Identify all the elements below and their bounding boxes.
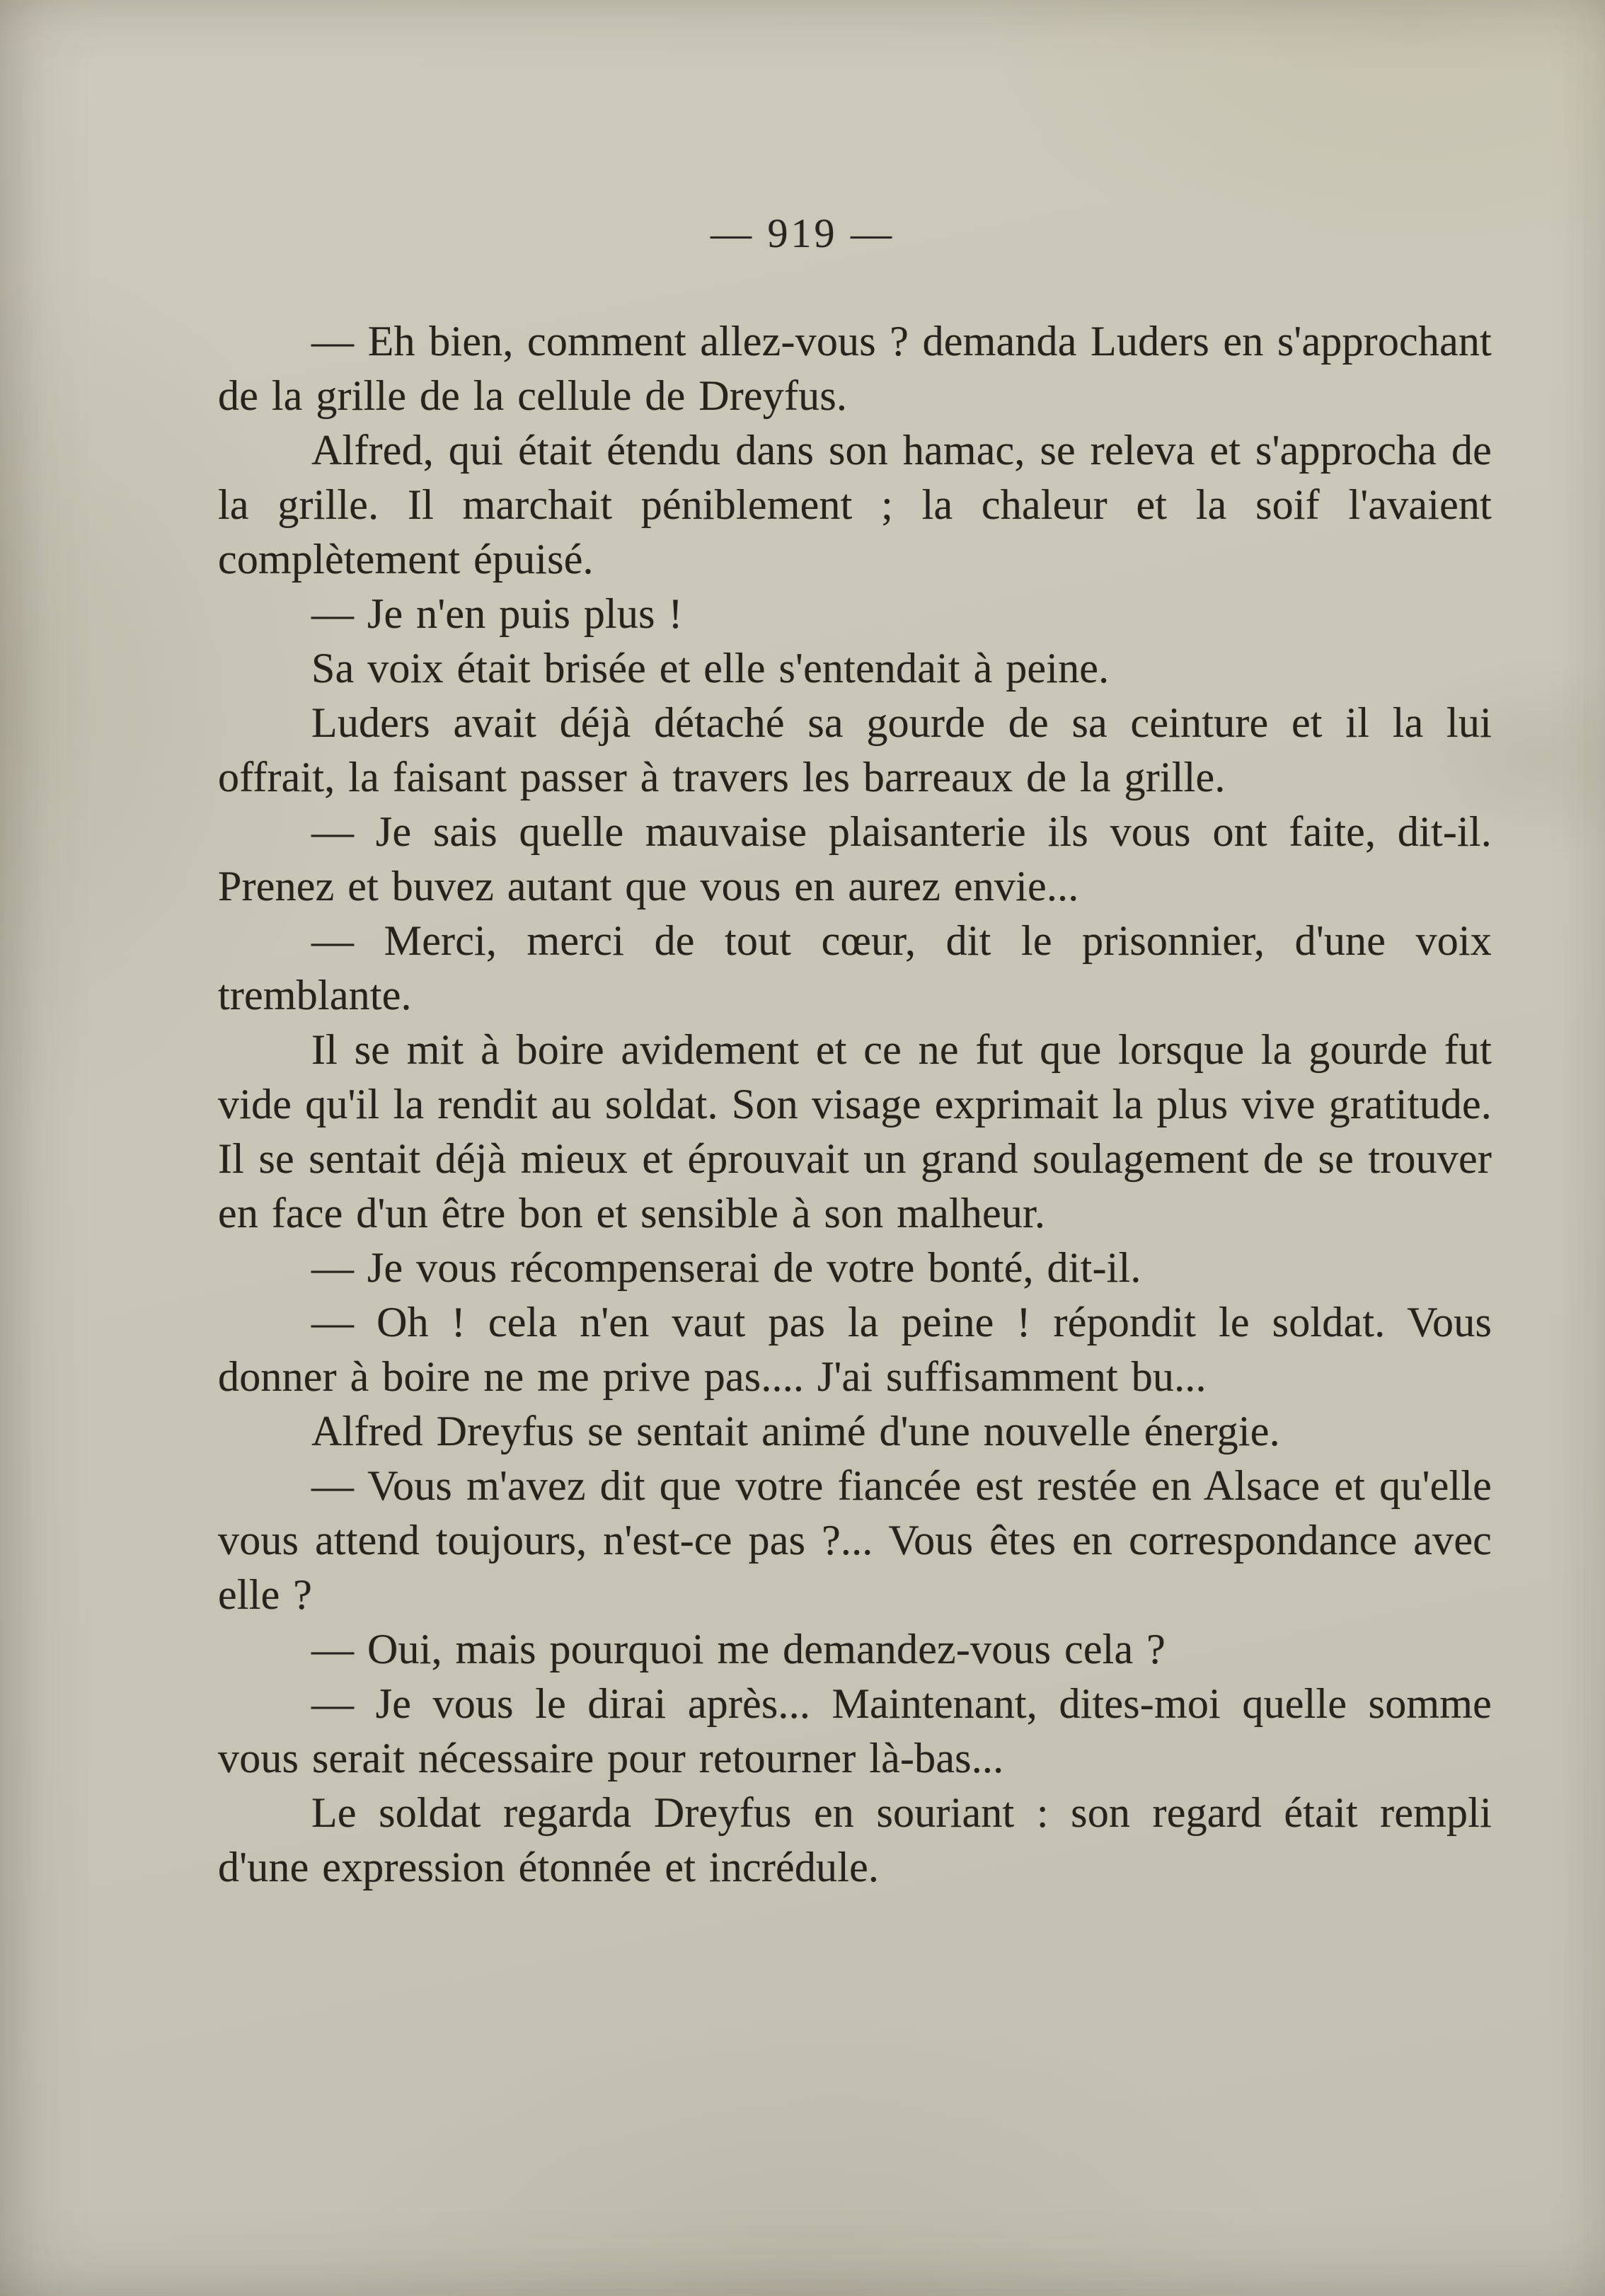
paragraph: — Merci, merci de tout cœur, dit le prisonnier, d'une voix tremblante.	[218, 917, 1492, 1018]
paragraph: Le soldat regarda Dreyfus en souriant : son regard était rempli d'une expression étonnée et incrédule.	[218, 1789, 1492, 1890]
paragraph: Sa voix était brisée et elle s'entendait à peine.	[311, 645, 1110, 691]
paragraph: Alfred, qui était étendu dans son hamac, se releva et s'approcha de la grille. Il marchait péniblement ; la chaleur et la soif l'avaient complètement épuisé.	[218, 427, 1492, 582]
page-number: — 919 —	[711, 210, 894, 256]
paragraph: — Je sais quelle mauvaise plaisanterie ils vous ont faite, dit-il. Prenez et buvez autant que vous en aurez envie...	[218, 808, 1492, 909]
paragraph: Alfred Dreyfus se sentait animé d'une nouvelle énergie.	[311, 1408, 1280, 1454]
paragraph: — Je vous le dirai après... Maintenant, dites-moi quelle somme vous serait nécessaire pour retourner là-bas...	[218, 1680, 1492, 1781]
paragraph: — Oui, mais pourquoi me demandez-vous cela ?	[311, 1626, 1166, 1672]
paragraph: — Eh bien, comment allez-vous ? demanda Luders en s'approchant de la grille de la cellule de Dreyfus.	[218, 318, 1492, 419]
paragraph: — Vous m'avez dit que votre fiancée est restée en Alsace et qu'elle vous attend toujours, n'est-ce pas ?... Vous êtes en correspondance avec elle ?	[218, 1462, 1492, 1618]
paragraph: — Oh ! cela n'en vaut pas la peine ! répondit le soldat. Vous donner à boire ne me prive pas.... J'ai suffisamment bu...	[218, 1299, 1492, 1400]
paragraph: — Je n'en puis plus !	[311, 590, 683, 637]
paragraph: — Je vous récompenserai de votre bonté, dit-il.	[311, 1244, 1141, 1291]
text-block	[218, 314, 1492, 1895]
paragraph: Luders avait déjà détaché sa gourde de sa ceinture et il la lui offrait, la faisant passer à travers les barreaux de la grille.	[218, 699, 1492, 800]
paragraph: Il se mit à boire avidement et ce ne fut que lorsque la gourde fut vide qu'il la rendit au soldat. Son visage exprimait la plus vive gratitude. Il se sentait déjà mieux et éprouvait un grand soulagement de se trouver en face d'un être bon et sensible à son malheur.	[218, 1026, 1492, 1236]
